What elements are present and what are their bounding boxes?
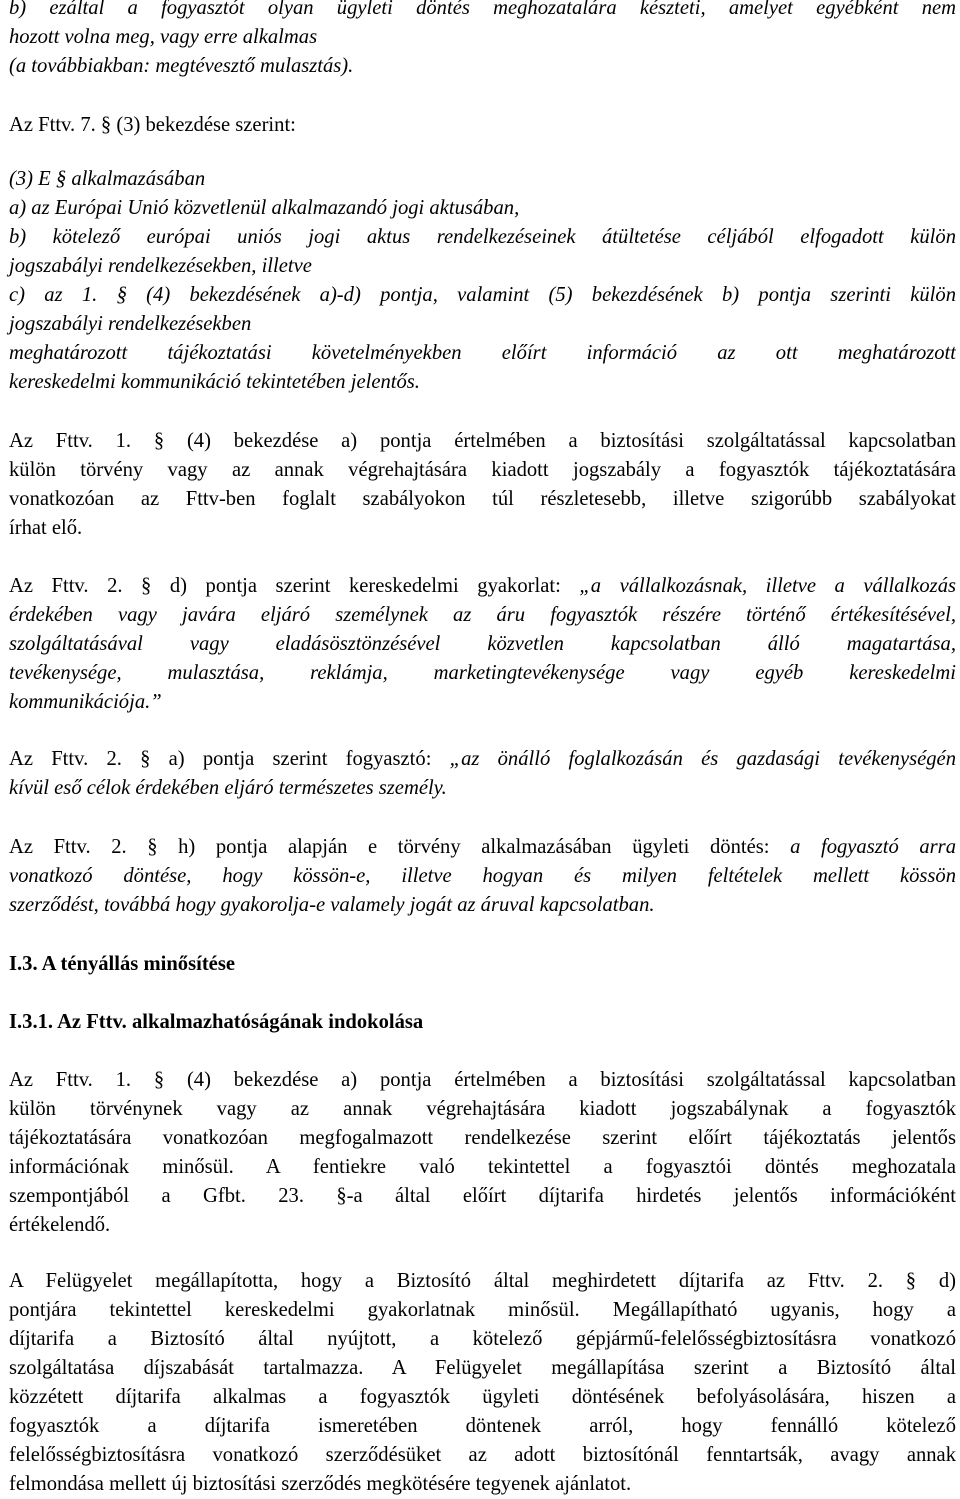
heading-text: I.3. A tényállás minősítése: [9, 953, 235, 975]
text-line: [9, 1296, 956, 1325]
text-segment: (a továbbiakban: megtévesztő mulasztás).: [9, 55, 354, 77]
text-segment: Az Fttv. 2. § d) pontja szerint kereskedelmi gyakorlat:: [9, 575, 580, 597]
section-heading-i-3: [9, 950, 956, 979]
text-line: [9, 688, 956, 717]
text-line: [9, 339, 956, 368]
text-segment: jogszabályi rendelkezésekben: [9, 313, 252, 335]
text-segment: felmondása mellett új biztosítási szerződés megkötésére tegyenek ajánlatot.: [9, 1473, 632, 1495]
text-segment: információnak minősül. A fentiekre való tekintettel a fogyasztói döntés meghozatala: [9, 1156, 956, 1178]
text-line: [9, 252, 956, 281]
text-line: [9, 774, 956, 803]
text-segment: írhat elő.: [9, 517, 83, 539]
text-line: [9, 601, 956, 630]
text-segment: kívül eső célok érdekében eljáró természetes személy.: [9, 777, 447, 799]
text-segment: a) az Európai Unió közvetlenül alkalmazandó jogi aktusában,: [9, 197, 520, 219]
paragraph-2-h-transactional-decision: [9, 833, 956, 920]
text-line: [9, 310, 956, 339]
text-segment: érdekében vagy javára eljáró személynek az áru fogyasztók részére történő értékesítésével,: [9, 604, 956, 626]
text-line: [9, 223, 956, 252]
text-segment: Az Fttv. 1. § (4) bekezdése a) pontja értelmében a biztosítási szolgáltatással kapcsolatban: [9, 430, 956, 452]
paragraph-2-a-consumer: [9, 745, 956, 803]
text-segment: szerződést, továbbá hogy gyakorolja-e valamely jogát az áruval kapcsolatban.: [9, 894, 655, 916]
text-line: [9, 456, 956, 485]
text-segment: díjtarifa a Biztosító által nyújtott, a kötelező gépjármű-felelősségbiztosításra vonatkozó: [9, 1328, 956, 1350]
text-line: [9, 1441, 956, 1470]
text-line: [9, 514, 956, 543]
text-segment: szolgáltatásával vagy eladásösztönzésével közvetlen kapcsolatban álló magatartása,: [9, 633, 956, 655]
text-segment: külön törvénynek vagy az annak végrehajtására kiadott jogszabálynak a fogyasztók: [9, 1098, 956, 1120]
text-line: [9, 833, 956, 862]
text-line: [9, 745, 956, 774]
text-segment: szempontjából a Gfbt. 23. §-a által előírt díjtarifa hirdetés jelentős információként: [9, 1185, 956, 1207]
text-line: [9, 572, 956, 601]
text-segment: felelősségbiztosításra vonatkozó szerződésüket az adott biztosítónál fenntartsák, avagy annak: [9, 1444, 956, 1466]
text-line: [9, 165, 956, 194]
text-line: [9, 1325, 956, 1354]
text-segment: Az Fttv. 2. § a) pontja szerint fogyasztó:: [9, 748, 450, 770]
text-segment: tájékoztatására vonatkozóan megfogalmazott rendelkezése szerint előírt tájékoztatás jelentős: [9, 1127, 956, 1149]
text-segment: értékelendő.: [9, 1214, 111, 1236]
section-heading-i-3-1: [9, 1008, 956, 1037]
text-segment: kommunikációja.”: [9, 691, 162, 713]
text-segment: vonatkozó döntése, hogy kössön-e, illetve hogyan és milyen feltételek mellett kössön: [9, 865, 956, 887]
text-segment: „az önálló foglalkozásán és gazdasági tevékenységén: [449, 748, 956, 770]
text-segment: hozott volna meg, vagy erre alkalmas: [9, 26, 318, 48]
text-line: [9, 1412, 956, 1441]
text-line: [9, 23, 956, 52]
text-line: [9, 1267, 956, 1296]
heading-text: I.3.1. Az Fttv. alkalmazhatóságának indokolása: [9, 1011, 424, 1033]
text-line: [9, 1211, 956, 1240]
text-segment: tevékenysége, mulasztása, reklámja, marketingtevékenysége vagy egyéb kereskedelmi: [9, 662, 956, 684]
text-segment: (3) E § alkalmazásában: [9, 168, 206, 190]
text-line: [9, 194, 956, 223]
text-line: [9, 0, 956, 23]
text-segment: meghatározott tájékoztatási követelményekben előírt információ az ott meghatározott: [9, 342, 956, 364]
text-segment: Az Fttv. 1. § (4) bekezdése a) pontja értelmében a biztosítási szolgáltatással kapcsolatban: [9, 1069, 956, 1091]
text-line: [9, 1383, 956, 1412]
text-line: [9, 1066, 956, 1095]
text-line: [9, 52, 956, 81]
text-segment: Az Fttv. 7. § (3) bekezdése szerint:: [9, 114, 296, 136]
paragraph-2-d-commercial-practice: [9, 572, 956, 717]
text-line: [9, 891, 956, 920]
text-line: [9, 1182, 956, 1211]
paragraph-misleading-omission: [9, 0, 956, 81]
paragraph-applicability: [9, 1066, 956, 1240]
text-line: [9, 1095, 956, 1124]
text-line: [9, 111, 956, 140]
text-segment: jogszabályi rendelkezésekben, illetve: [9, 255, 312, 277]
text-line: [9, 485, 956, 514]
text-line: [9, 427, 956, 456]
paragraph-authority-finding: [9, 1267, 956, 1499]
text-segment: „a vállalkozásnak, illetve a vállalkozás: [579, 575, 956, 597]
text-line: [9, 630, 956, 659]
text-line: [9, 862, 956, 891]
text-segment: c) az 1. § (4) bekezdésének a)-d) pontja, valamint (5) bekezdésének b) pontja szerinti külön: [9, 284, 956, 306]
text-segment: kereskedelmi kommunikáció tekintetében jelentős.: [9, 371, 420, 393]
text-line: [9, 1124, 956, 1153]
text-segment: pontjára tekintettel kereskedelmi gyakorlatnak minősül. Megállapítható ugyanis, hogy a: [9, 1299, 956, 1321]
text-line: [9, 368, 956, 397]
text-segment: A Felügyelet megállapította, hogy a Biztosító által meghirdetett díjtarifa az Fttv. 2. § d): [9, 1270, 956, 1292]
text-segment: külön törvény vagy az annak végrehajtására kiadott jogszabály a fogyasztók tájékoztatására: [9, 459, 956, 481]
text-segment: a fogyasztó arra: [790, 836, 956, 858]
text-line: [9, 1354, 956, 1383]
text-line: [9, 1153, 956, 1182]
paragraph-1-4-a: [9, 427, 956, 543]
paragraph-7-3-intro: [9, 111, 956, 140]
text-segment: szolgáltatása díjszabását tartalmazza. A Felügyelet megállapítása szerint a Biztosító által: [9, 1357, 956, 1379]
paragraph-7-3-quote: [9, 165, 956, 397]
text-segment: vonatkozóan az Fttv-ben foglalt szabályokon túl részletesebb, illetve szigorúbb szabályokat: [9, 488, 956, 510]
text-line: [9, 659, 956, 688]
text-segment: b) ezáltal a fogyasztót olyan ügyleti döntés meghozatalára készteti, amelyet egyébként nem: [9, 0, 956, 19]
text-segment: b) kötelező európai uniós jogi aktus rendelkezéseinek átültetése céljából elfogadott külön: [9, 226, 956, 248]
text-segment: fogyasztók a díjtarifa ismeretében döntenek arról, hogy fennálló kötelező: [9, 1415, 956, 1437]
text-line: [9, 1470, 956, 1499]
text-line: [9, 281, 956, 310]
text-segment: Az Fttv. 2. § h) pontja alapján e törvény alkalmazásában ügyleti döntés:: [9, 836, 791, 858]
text-segment: közzétett díjtarifa alkalmas a fogyasztók ügyleti döntésének befolyásolására, hiszen a: [9, 1386, 956, 1408]
